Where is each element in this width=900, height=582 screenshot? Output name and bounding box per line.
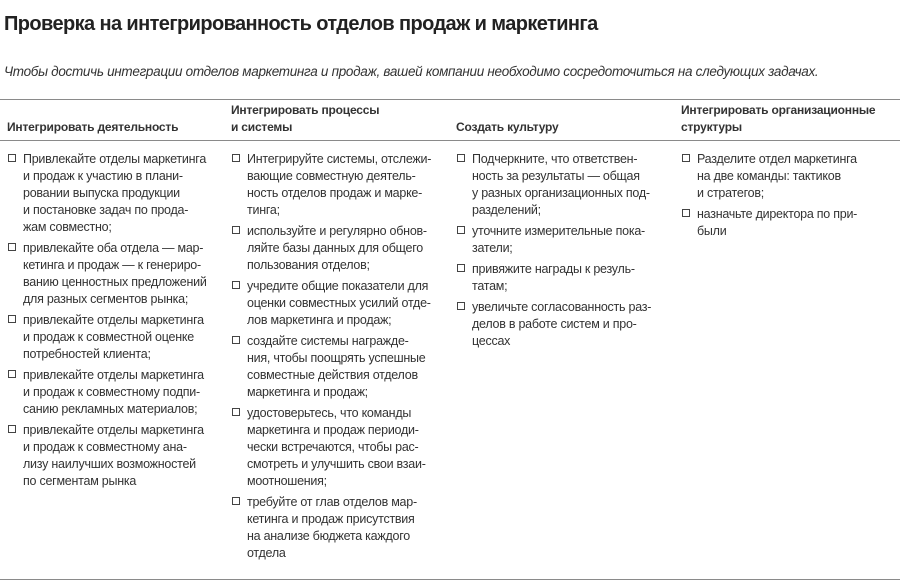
checklist-item[interactable] [231, 333, 451, 401]
checklist-item-text: удостоверьтесь, что команды маркетинга и продаж периоди- чески встречаются, чтобы рас- смотреть и улучшить свои взаи- моотношения; [247, 406, 426, 488]
checkbox-icon[interactable] [8, 243, 16, 251]
checklist-item-text: используйте и регулярно обнов- ляйте базы данных для общего пользования отделов; [247, 224, 427, 272]
checklist-item[interactable] [7, 312, 227, 363]
checklist-item[interactable] [7, 240, 227, 308]
checklist-item[interactable] [456, 151, 676, 219]
checklist-item[interactable] [231, 151, 451, 219]
checklist-item[interactable] [456, 223, 676, 257]
column-processes [231, 151, 451, 566]
checklist-item-text: создайте системы награжде- ния, чтобы поощрять успешные совместные действия отделов маркетинга и продаж; [247, 334, 426, 399]
checkbox-icon[interactable] [8, 370, 16, 378]
column-header-processes: Интегрировать процессы и системы [231, 103, 380, 134]
checkbox-icon[interactable] [457, 302, 465, 310]
checklist-item-text: привлекайте отделы маркетинга и продаж к совместному ана- лизу наилучших возможностей по сегментам рынка [23, 423, 204, 488]
checklist-item-text: привлекайте отделы маркетинга и продаж к совместному подпи- санию рекламных материалов; [23, 368, 204, 416]
checkbox-icon[interactable] [232, 154, 240, 162]
column-structures [681, 151, 896, 244]
checklist-item[interactable] [681, 206, 896, 240]
checklist-item-text: уточните измерительные пока- затели; [472, 224, 645, 255]
intro-text: Чтобы достичь интеграции отделов маркетинга и продаж, вашей компании необходимо сосредоточиться на следующих задачах. [4, 64, 819, 79]
checklist-item[interactable] [7, 151, 227, 236]
checkbox-icon[interactable] [457, 226, 465, 234]
checkbox-icon[interactable] [682, 209, 690, 217]
checkbox-icon[interactable] [682, 154, 690, 162]
checklist-item-text: привлекайте оба отдела — мар- кетинга и продаж — к генериро- ванию ценностных предложений для разных сегментов рынка; [23, 241, 207, 306]
checklist-item-text: требуйте от глав отделов мар- кетинга и продаж присутствия на анализе бюджета каждого отдела [247, 495, 417, 560]
column-activity [7, 151, 227, 494]
checklist-table [0, 99, 900, 580]
checkbox-icon[interactable] [232, 408, 240, 416]
table-header-row [0, 100, 900, 141]
checklist-item[interactable] [231, 223, 451, 274]
checklist-item-text: назначьте директора по при- были [697, 207, 858, 238]
checklist-item[interactable] [231, 494, 451, 562]
column-header-structures: Интегрировать организационные структуры [681, 103, 876, 134]
checkbox-icon[interactable] [457, 154, 465, 162]
checklist-item[interactable] [231, 405, 451, 490]
checklist-item-text: Интегрируйте системы, отслежи- вающие совместную деятель- ность отделов продаж и марке- тинга; [247, 152, 432, 217]
column-header-activity: Интегрировать деятельность [7, 120, 179, 134]
checklist-item-text: привлекайте отделы маркетинга и продаж к совместной оценке потребностей клиента; [23, 313, 204, 361]
checklist-item[interactable] [456, 261, 676, 295]
checkbox-icon[interactable] [8, 425, 16, 433]
checkbox-icon[interactable] [232, 336, 240, 344]
checklist-item-text: Разделите отдел маркетинга на две команды: тактиков и стратегов; [697, 152, 857, 200]
checkbox-icon[interactable] [8, 154, 16, 162]
checklist-item-text: Подчеркните, что ответствен- ность за результаты — общая у разных организационных под- разделений; [472, 152, 650, 217]
checkbox-icon[interactable] [8, 315, 16, 323]
checklist-item[interactable] [7, 367, 227, 418]
checkbox-icon[interactable] [457, 264, 465, 272]
checkbox-icon[interactable] [232, 497, 240, 505]
page-title: Проверка на интегрированность отделов продаж и маркетинга [4, 13, 598, 35]
checklist-item-text: привяжите награды к резуль- татам; [472, 262, 635, 293]
checklist-item[interactable] [456, 299, 676, 350]
checklist-item[interactable] [7, 422, 227, 490]
checklist-item-text: Привлекайте отделы маркетинга и продаж к участию в плани- ровании выпуска продукции и постановке задач по прода- жам совместно; [23, 152, 207, 234]
checkbox-icon[interactable] [232, 226, 240, 234]
checklist-item[interactable] [681, 151, 896, 202]
checklist-item-text: учредите общие показатели для оценки совместных усилий отде- лов маркетинга и продаж; [247, 279, 431, 327]
checklist-item[interactable] [231, 278, 451, 329]
checklist-item-text: увеличьте согласованность раз- делов в работе систем и про- цессах [472, 300, 652, 348]
column-header-culture: Создать культуру [456, 120, 559, 134]
checkbox-icon[interactable] [232, 281, 240, 289]
column-culture [456, 151, 676, 354]
